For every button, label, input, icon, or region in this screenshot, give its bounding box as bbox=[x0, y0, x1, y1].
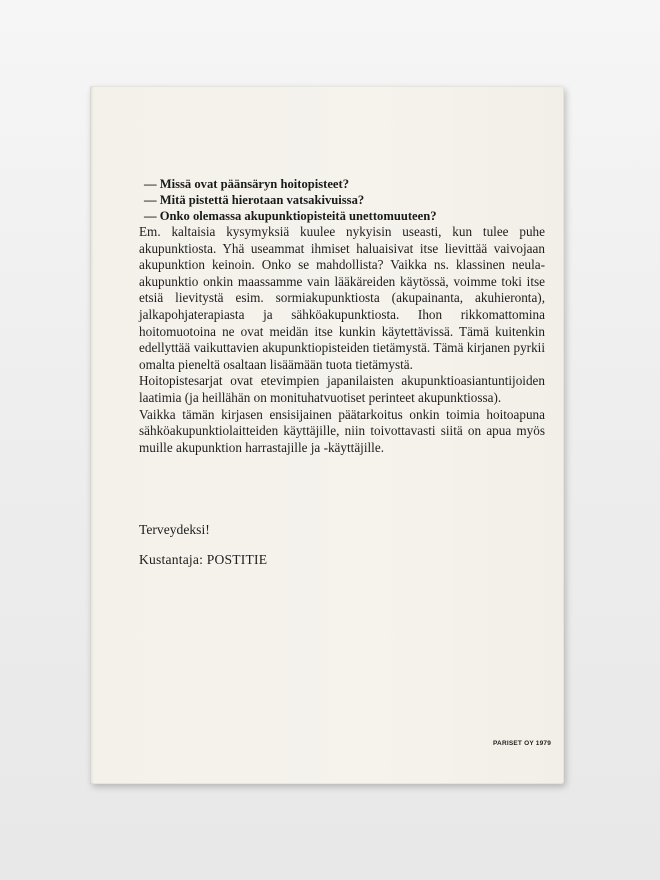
question-list bbox=[144, 176, 544, 224]
paragraph-intro: Em. kaltaisia kysymyksiä kuulee nykyisin useasti, kun tulee puhe akupunktiosta. Yhä useammat ihmiset haluaisivat itse lievittää vaivojaan akupunktion keinoin. Onko se mahdollista? Vaikka ns. klassinen neula-akupunktio onkin maassamme vain lääkäreiden käytössä, voimme toki itse etsiä lievitystä esim. sormiakupunktiosta (akupainanta, akuhieronta), jalkapohjaterapiasta ja sähköakupunktiosta. Ihon rikkomattomina hoitomuotoina ne ovat meidän itse kunkin käytettävissä. Tämä kuitenkin edellyttää vaikuttavien akupunktiopisteiden tietämystä. Tämä kirjanen pyrkii omalta pieneltä osaltaan lisäämään tuota tietämystä. bbox=[139, 224, 545, 372]
question-1: — Missä ovat päänsäryn hoitopisteet? bbox=[144, 177, 350, 191]
printer-imprint: PARISET OY 1979 bbox=[493, 740, 552, 747]
book-back-cover bbox=[90, 86, 564, 784]
paragraph-experts: Hoitopistesarjat ovat etevimpien japanilaisten akupunktioasiantuntijoiden laatimia (ja heillähän on monituhatvuotiset perinteet akupunktiossa). bbox=[139, 373, 545, 405]
blurb-text bbox=[139, 224, 545, 456]
cover-edge-shadow bbox=[90, 86, 94, 784]
question-3: — Onko olemassa akupunktiopisteitä unettomuuteen? bbox=[144, 209, 437, 223]
question-2: — Mitä pistettä hierotaan vatsakivuissa? bbox=[144, 193, 365, 207]
publisher-line: Kustantaja: POSTITIE bbox=[139, 552, 268, 567]
greeting: Terveydeksi! bbox=[139, 522, 210, 537]
paragraph-purpose: Vaikka tämän kirjasen ensisijainen päätarkoitus onkin toimia hoitoapuna sähköakupunktiolaitteiden käyttäjille, niin toivottavasti siitä on apua myös muille akupunktion harrastajille ja -käyttäjille. bbox=[139, 406, 545, 455]
